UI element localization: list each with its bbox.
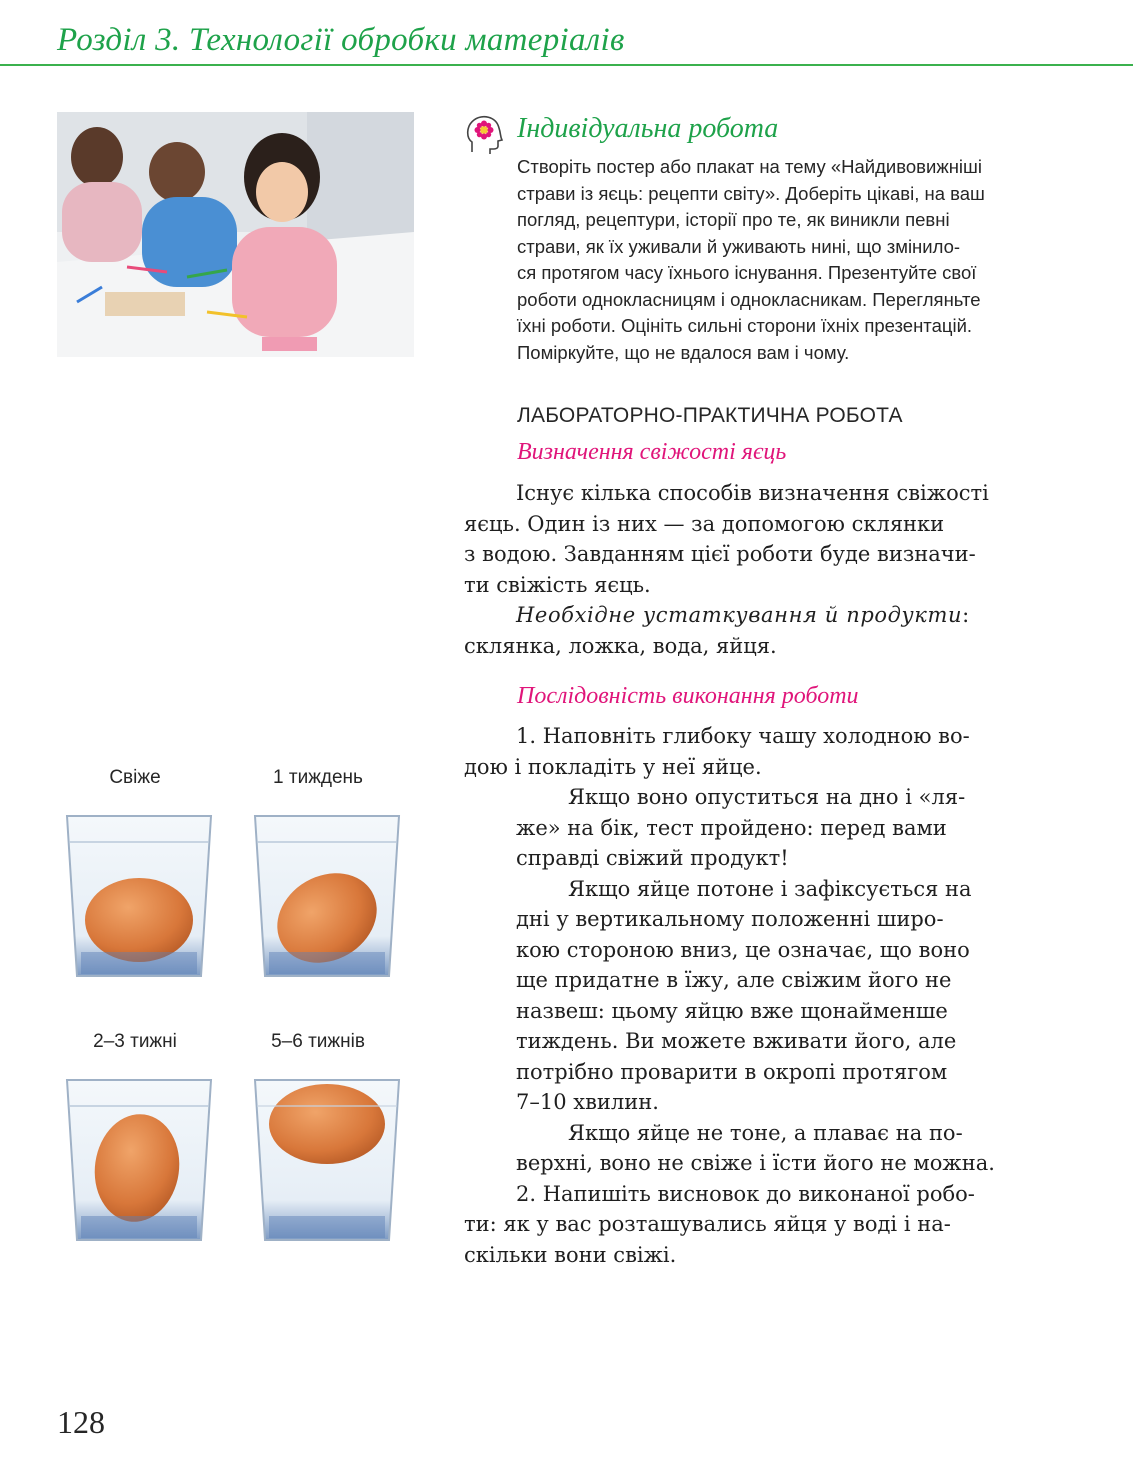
text-line: Поміркуйте, що не вдалося вам і чому. — [517, 341, 850, 363]
lab-intro — [464, 478, 1044, 661]
text-line: ще придатне в їжу, але свіжим його не — [516, 968, 952, 992]
text-line: тиждень. Ви можете вживати його, але — [516, 1029, 957, 1053]
equipment-line: Необхідне устаткування й продукти: — [516, 603, 970, 627]
text-line: ся протягом часу їхнього існування. Презентуйте свої — [517, 262, 977, 283]
text-line: Якщо яйце не тоне, а плаває на по- — [568, 1120, 963, 1145]
text-line: 1. Наповніть глибоку чашу холодною во- — [516, 724, 970, 748]
text-line: Створіть постер або плакат на тему «Найдивовижніші — [517, 156, 982, 177]
text-line: склянка, ложка, вода, яйця. — [464, 633, 777, 658]
children-drawing-photo — [57, 112, 414, 357]
text-line: їхні роботи. Оцініть сильні сторони їхніх презентацій. — [517, 315, 973, 336]
text-line: же» на бік, тест пройдено: перед вами — [516, 815, 947, 840]
header-divider — [0, 64, 1133, 66]
chapter-title: Розділ 3. Технології обробки матеріалів — [57, 22, 625, 58]
glass-2-3-weeks-egg — [57, 1076, 221, 1246]
individual-work-title: Індивідуальна робота — [517, 113, 779, 144]
egg-lying-icon — [85, 878, 193, 962]
text-line: ти: як у вас розташувались яйця у воді і на- — [464, 1212, 951, 1236]
text-line: яєць. Один із них — за допомогою склянки — [464, 511, 945, 536]
text-line: верхні, воно не свіже і їсти його не можна. — [516, 1151, 995, 1175]
text-line: кою стороною вниз, це означає, що воно — [516, 937, 970, 962]
head-flower-icon — [464, 114, 504, 156]
glass-label-2-3-weeks: 2–3 тижні — [93, 1031, 177, 1052]
equipment-label: Необхідне устаткування й продукти — [516, 603, 963, 627]
page-number: 128 — [57, 1404, 105, 1440]
egg-floating-icon — [269, 1084, 385, 1164]
glass-fresh-egg — [57, 812, 221, 982]
text-line: страви, як їх уживали й уживають нині, що змінило- — [517, 235, 961, 257]
text-line: ти свіжість яєць. — [464, 572, 651, 597]
text-line: 7–10 хвилин. — [516, 1090, 659, 1114]
text-line: Існує кілька способів визначення свіжості — [516, 481, 989, 505]
glass-label-1-week: 1 тиждень — [273, 767, 363, 788]
text-line: Якщо воно опуститься на дно і «ля- — [568, 785, 966, 809]
text-line: з водою. Завданням цієї роботи буде визначи- — [464, 542, 976, 566]
glass-label-5-6-weeks: 5–6 тижнів — [271, 1031, 365, 1052]
text-line: страви із яєць: рецепти світу». Доберіть цікаві, на ваш — [517, 182, 985, 204]
lab-heading: ЛАБОРАТОРНО-ПРАКТИЧНА РОБОТА — [517, 404, 903, 427]
text-line: Якщо яйце потоне і зафіксується на — [568, 876, 972, 901]
text-line: 2. Напишіть висновок до виконаної робо- — [516, 1181, 975, 1206]
glass-5-6-weeks-egg — [245, 1076, 409, 1246]
lab-title: Визначення свіжості яєць — [517, 439, 787, 465]
text-line: дою і покладіть у неї яйце. — [464, 754, 762, 779]
text-line: дні у вертикальному положенні широ- — [516, 907, 944, 931]
text-line: скільки вони свіжі. — [464, 1242, 677, 1267]
lab-steps — [464, 721, 1044, 1270]
text-line: назвеш: цьому яйцю вже щонайменше — [516, 998, 948, 1023]
text-line: роботи однокласницям і однокласникам. Перегляньте — [517, 288, 981, 310]
text-line: погляд, рецептури, історії про те, як виникли певні — [517, 209, 950, 230]
text-line: справді свіжий продукт! — [516, 846, 789, 870]
text-line: потрібно проварити в окропі протягом — [516, 1059, 948, 1084]
individual-work-text — [517, 154, 1044, 366]
glass-label-fresh: Свіже — [109, 767, 161, 788]
glass-1-week-egg — [245, 812, 409, 982]
sequence-title: Послідовність виконання роботи — [517, 683, 859, 709]
